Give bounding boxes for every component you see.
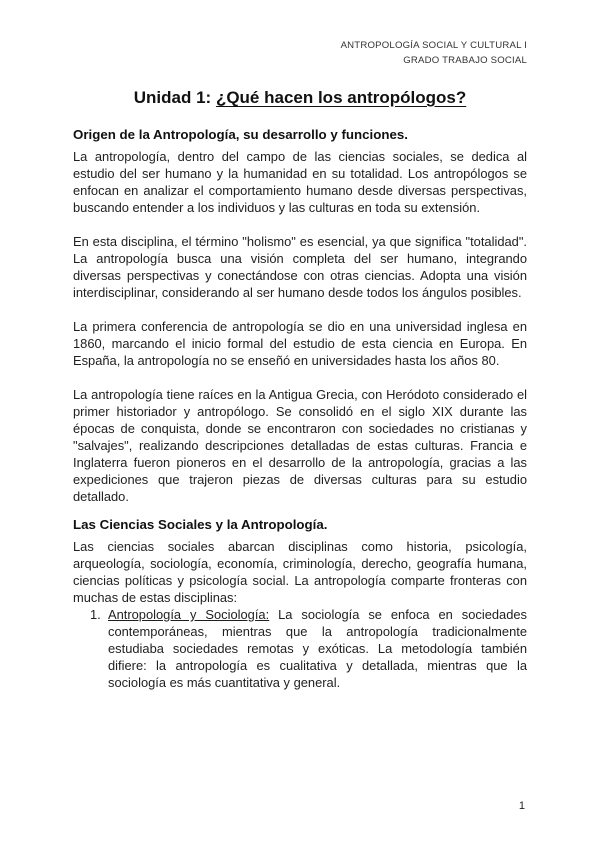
- header-course-title: ANTROPOLOGÍA SOCIAL Y CULTURAL I: [340, 40, 527, 51]
- paragraph: Las ciencias sociales abarcan disciplinas como historia, psicología, arqueología, sociología, economía, criminología, derecho, geografía humana, ciencias políticas y psicología social. La antropología comparte fronteras con muchas de estas disciplinas:: [73, 539, 527, 605]
- list-item-text: La sociología se enfoca en sociedades contemporáneas, mientras que la antropología tradicionalmente estudiaba sociedades remotas y exóticas. La metodología también difiere: la antropología es cualitativa y detallada, mientras que la sociología es más cuantitativa y general.: [108, 607, 527, 690]
- list-item-label: Antropología y Sociología:: [108, 607, 270, 622]
- section-heading-origin: Origen de la Antropología, su desarrollo y funciones.: [73, 127, 408, 142]
- paragraph: En esta disciplina, el término "holismo" es esencial, ya que significa "totalidad". La antropología busca una visión completa del ser humano, integrando diversas perspectivas y conectándose con otras ciencias. Adopta una visión interdisciplinar, considerando al ser humano desde todos los ángulos posibles.: [73, 234, 527, 300]
- unit-title-question: ¿Qué hacen los antropólogos?: [215, 88, 467, 107]
- numbered-list: [73, 606, 527, 691]
- paragraph: La antropología, dentro del campo de las ciencias sociales, se dedica al estudio del ser humano y la humanidad en su totalidad. Los antropólogos se enfocan en analizar el comportamiento humano desde diversas perspectivas, buscando entender a los individuos y las culturas en toda su extensión.: [73, 149, 527, 215]
- page-number: 1: [518, 800, 525, 812]
- list-item-number: 1.: [90, 607, 101, 622]
- paragraph: La antropología tiene raíces en la Antigua Grecia, con Heródoto considerado el primer historiador y antropólogo. Se consolidó en el siglo XIX durante las épocas de conquista, donde se encontraron con sociedades no cristianas y "salvajes", realizando descripciones detalladas de estas culturas. Francia e Inglaterra fueron pioneros en el desarrollo de la antropología, gracias a las expediciones que trajeron piezas de diversas culturas para su estudio detallado.: [73, 387, 527, 504]
- paragraph: La primera conferencia de antropología se dio en una universidad inglesa en 1860, marcando el inicio formal del estudio de esta ciencia en Europa. En España, la antropología no se enseñó en universidades hasta los años 80.: [73, 319, 527, 368]
- document-body: [73, 125, 527, 691]
- unit-title: [0, 88, 600, 108]
- running-header: [341, 38, 527, 68]
- section-heading-social-sciences: Las Ciencias Sociales y la Antropología.: [73, 517, 328, 532]
- header-degree: GRADO TRABAJO SOCIAL: [403, 55, 527, 66]
- list-item: [73, 606, 527, 691]
- unit-title-prefix: Unidad 1:: [133, 88, 216, 107]
